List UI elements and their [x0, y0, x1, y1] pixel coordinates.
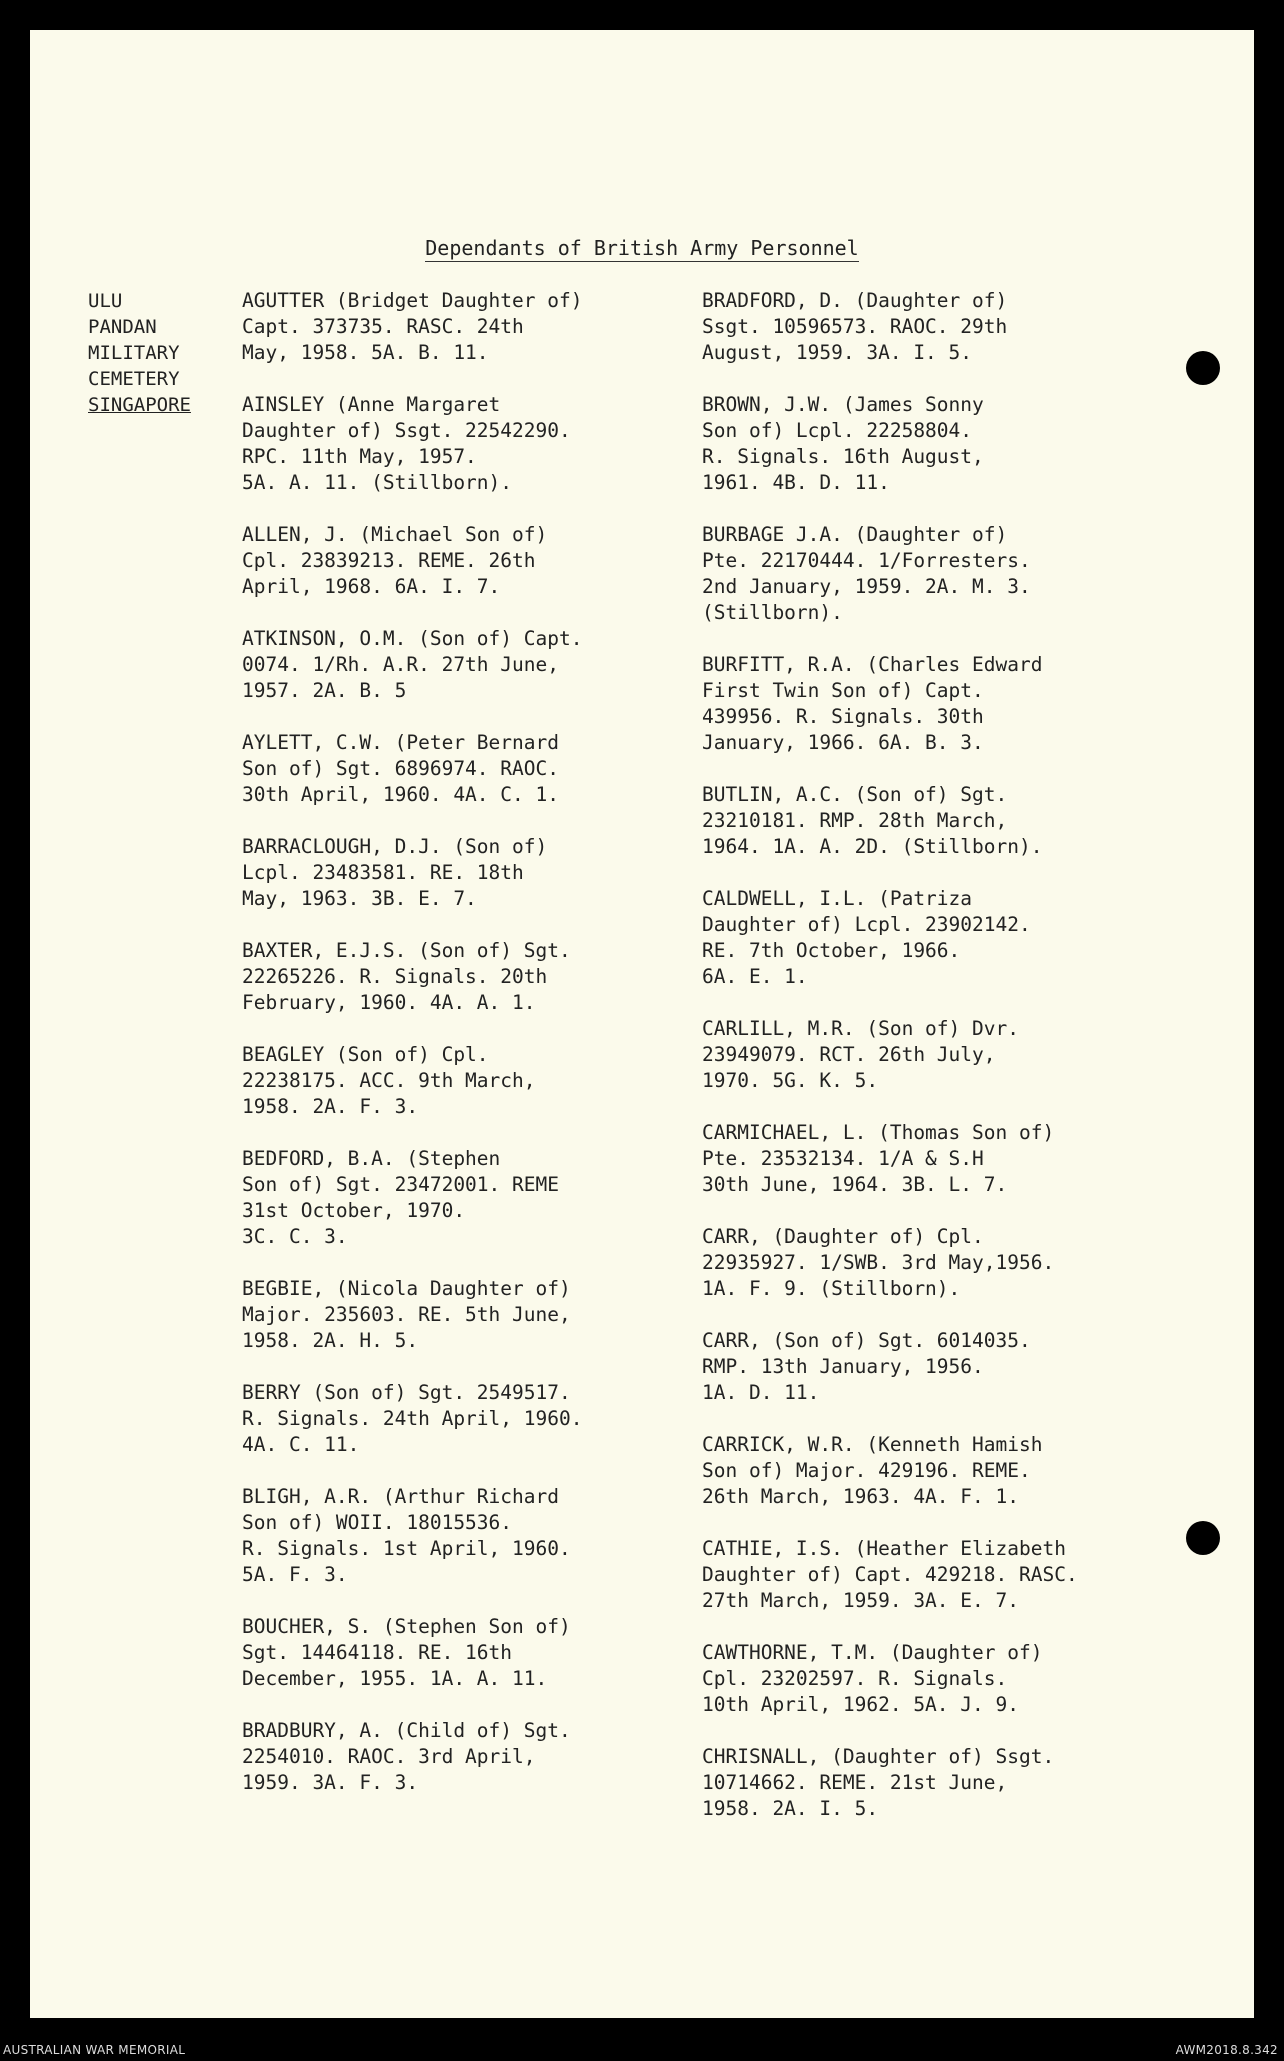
- footer-institution: AUSTRALIAN WAR MEMORIAL: [3, 2043, 186, 2057]
- footer-accession-number: AWM2018.8.342: [1175, 2043, 1278, 2057]
- entry-line: BARRACLOUGH, D.J. (Son of): [242, 835, 548, 858]
- burial-entry: [242, 288, 672, 366]
- entry-line: 2254010. RAOC. 3rd April,: [242, 1745, 536, 1768]
- entry-line: RMP. 13th January, 1956.: [702, 1355, 984, 1378]
- entry-line: BURFITT, R.A. (Charles Edward: [702, 653, 1043, 676]
- entry-line: Pte. 23532134. 1/A & S.H: [702, 1147, 984, 1170]
- entry-line: Cpl. 23202597. R. Signals.: [702, 1667, 1008, 1690]
- entry-line: Pte. 22170444. 1/Forresters.: [702, 549, 1031, 572]
- entry-line: Daughter of) Ssgt. 22542290.: [242, 419, 571, 442]
- entry-line: Son of) Lcpl. 22258804.: [702, 419, 973, 442]
- burial-entry: [702, 1328, 1132, 1406]
- entry-line: ALLEN, J. (Michael Son of): [242, 523, 548, 546]
- entry-line: 22265226. R. Signals. 20th: [242, 965, 548, 988]
- entry-line: 5A. F. 3.: [242, 1563, 348, 1586]
- entry-line: 22238175. ACC. 9th March,: [242, 1069, 536, 1092]
- entry-line: 1A. D. 11.: [702, 1381, 820, 1404]
- entry-line: May, 1958. 5A. B. 11.: [242, 341, 489, 364]
- entry-line: CALDWELL, I.L. (Patriza: [702, 887, 973, 910]
- entry-line: May, 1963. 3B. E. 7.: [242, 887, 477, 910]
- entry-line: 3C. C. 3.: [242, 1225, 348, 1248]
- entry-line: 1964. 1A. A. 2D. (Stillborn).: [702, 835, 1043, 858]
- entry-line: BURBAGE J.A. (Daughter of): [702, 523, 1008, 546]
- entry-line: BERRY (Son of) Sgt. 2549517.: [242, 1381, 571, 1404]
- burial-entry: [702, 1744, 1132, 1822]
- entry-line: BRADFORD, D. (Daughter of): [702, 289, 1008, 312]
- entry-line: 5A. A. 11. (Stillborn).: [242, 471, 513, 494]
- entries-left-column: [242, 288, 672, 1822]
- page-title-text: Dependants of British Army Personnel: [425, 236, 859, 260]
- punch-hole: [1186, 351, 1220, 385]
- entry-line: CARR, (Son of) Sgt. 6014035.: [702, 1329, 1031, 1352]
- entry-line: Sgt. 14464118. RE. 16th: [242, 1641, 513, 1664]
- burial-entry: [242, 730, 672, 808]
- burial-entry: [702, 522, 1132, 626]
- entry-line: 30th June, 1964. 3B. L. 7.: [702, 1173, 1008, 1196]
- entry-line: 0074. 1/Rh. A.R. 27th June,: [242, 653, 559, 676]
- burial-entry: [242, 522, 672, 600]
- entry-line: BROWN, J.W. (James Sonny: [702, 393, 984, 416]
- entry-line: 2nd January, 1959. 2A. M. 3.: [702, 575, 1031, 598]
- entry-line: Daughter of) Capt. 429218. RASC.: [702, 1563, 1078, 1586]
- burial-entry: [702, 1120, 1132, 1198]
- burial-entry: [242, 1484, 672, 1588]
- entry-line: CATHIE, I.S. (Heather Elizabeth: [702, 1537, 1066, 1560]
- entry-line: CARMICHAEL, L. (Thomas Son of): [702, 1121, 1055, 1144]
- entry-line: AYLETT, C.W. (Peter Bernard: [242, 731, 559, 754]
- location-line: PANDAN: [88, 316, 157, 338]
- entry-line: 1958. 2A. H. 5.: [242, 1329, 419, 1352]
- entry-line: BOUCHER, S. (Stephen Son of): [242, 1615, 571, 1638]
- entry-line: BAXTER, E.J.S. (Son of) Sgt.: [242, 939, 571, 962]
- entry-line: BUTLIN, A.C. (Son of) Sgt.: [702, 783, 1008, 806]
- entry-line: 439956. R. Signals. 30th: [702, 705, 984, 728]
- entry-line: Son of) Major. 429196. REME.: [702, 1459, 1031, 1482]
- entry-line: 1961. 4B. D. 11.: [702, 471, 890, 494]
- burial-entry: [242, 1614, 672, 1692]
- burial-entry: [702, 1432, 1132, 1510]
- entry-line: 1A. F. 9. (Stillborn).: [702, 1277, 961, 1300]
- entry-line: BEAGLEY (Son of) Cpl.: [242, 1043, 489, 1066]
- burial-entry: [702, 1016, 1132, 1094]
- entry-line: BEGBIE, (Nicola Daughter of): [242, 1277, 571, 1300]
- burial-entry: [242, 1380, 672, 1458]
- entry-line: BEDFORD, B.A. (Stephen: [242, 1147, 501, 1170]
- entry-line: 1958. 2A. I. 5.: [702, 1797, 879, 1820]
- cemetery-location: [88, 288, 191, 418]
- entry-line: First Twin Son of) Capt.: [702, 679, 984, 702]
- burial-entry: [242, 1042, 672, 1120]
- entry-line: 1959. 3A. F. 3.: [242, 1771, 419, 1794]
- entry-line: 6A. E. 1.: [702, 965, 808, 988]
- burial-entry: [242, 1146, 672, 1250]
- entry-line: CARLILL, M.R. (Son of) Dvr.: [702, 1017, 1019, 1040]
- burial-entry: [242, 392, 672, 496]
- entry-line: 10714662. REME. 21st June,: [702, 1771, 1008, 1794]
- entry-line: Capt. 373735. RASC. 24th: [242, 315, 524, 338]
- location-line: MILITARY: [88, 342, 180, 364]
- entries-right-column: [702, 288, 1132, 1848]
- burial-entry: [702, 782, 1132, 860]
- entry-line: Son of) WOII. 18015536.: [242, 1511, 513, 1534]
- entry-line: 27th March, 1959. 3A. E. 7.: [702, 1589, 1019, 1612]
- entry-line: 23949079. RCT. 26th July,: [702, 1043, 996, 1066]
- burial-entry: [242, 938, 672, 1016]
- entry-line: CHRISNALL, (Daughter of) Ssgt.: [702, 1745, 1055, 1768]
- burial-entry: [242, 1276, 672, 1354]
- entry-line: RPC. 11th May, 1957.: [242, 445, 477, 468]
- entry-line: August, 1959. 3A. I. 5.: [702, 341, 973, 364]
- entry-line: R. Signals. 1st April, 1960.: [242, 1537, 571, 1560]
- burial-entry: [702, 652, 1132, 756]
- entry-line: R. Signals. 24th April, 1960.: [242, 1407, 583, 1430]
- entry-line: CARRICK, W.R. (Kenneth Hamish: [702, 1433, 1043, 1456]
- entry-line: AGUTTER (Bridget Daughter of): [242, 289, 583, 312]
- entry-line: CARR, (Daughter of) Cpl.: [702, 1225, 984, 1248]
- page-title: [30, 236, 1254, 260]
- burial-entry: [702, 392, 1132, 496]
- entry-line: 4A. C. 11.: [242, 1433, 360, 1456]
- entry-line: 26th March, 1963. 4A. F. 1.: [702, 1485, 1019, 1508]
- entry-line: 23210181. RMP. 28th March,: [702, 809, 1008, 832]
- entry-line: Daughter of) Lcpl. 23902142.: [702, 913, 1031, 936]
- entry-line: Major. 235603. RE. 5th June,: [242, 1303, 571, 1326]
- entry-line: December, 1955. 1A. A. 11.: [242, 1667, 548, 1690]
- entry-line: RE. 7th October, 1966.: [702, 939, 961, 962]
- entry-line: ATKINSON, O.M. (Son of) Capt.: [242, 627, 583, 650]
- entry-line: 1957. 2A. B. 5: [242, 679, 407, 702]
- burial-entry: [702, 1224, 1132, 1302]
- burial-entry: [242, 626, 672, 704]
- entry-line: 1970. 5G. K. 5.: [702, 1069, 879, 1092]
- location-line: SINGAPORE: [88, 394, 191, 416]
- burial-entry: [702, 886, 1132, 990]
- entry-line: 10th April, 1962. 5A. J. 9.: [702, 1693, 1019, 1716]
- entry-line: Lcpl. 23483581. RE. 18th: [242, 861, 524, 884]
- entry-line: R. Signals. 16th August,: [702, 445, 984, 468]
- entry-line: January, 1966. 6A. B. 3.: [702, 731, 984, 754]
- entry-line: CAWTHORNE, T.M. (Daughter of): [702, 1641, 1043, 1664]
- entry-line: 1958. 2A. F. 3.: [242, 1095, 419, 1118]
- location-line: ULU: [88, 290, 123, 312]
- entry-line: Ssgt. 10596573. RAOC. 29th: [702, 315, 1008, 338]
- entry-line: 30th April, 1960. 4A. C. 1.: [242, 783, 559, 806]
- burial-entry: [702, 1536, 1132, 1614]
- entry-line: 22935927. 1/SWB. 3rd May,1956.: [702, 1251, 1055, 1274]
- entry-line: BLIGH, A.R. (Arthur Richard: [242, 1485, 559, 1508]
- burial-entry: [702, 1640, 1132, 1718]
- entry-line: 31st October, 1970.: [242, 1199, 466, 1222]
- burial-entry: [242, 834, 672, 912]
- entry-line: Son of) Sgt. 23472001. REME: [242, 1173, 559, 1196]
- entry-line: April, 1968. 6A. I. 7.: [242, 575, 501, 598]
- burial-entry: [242, 1718, 672, 1796]
- entry-line: AINSLEY (Anne Margaret: [242, 393, 501, 416]
- burial-entry: [702, 288, 1132, 366]
- entry-line: Cpl. 23839213. REME. 26th: [242, 549, 536, 572]
- punch-hole: [1186, 1521, 1220, 1555]
- entry-line: Son of) Sgt. 6896974. RAOC.: [242, 757, 559, 780]
- location-line: CEMETERY: [88, 368, 180, 390]
- document-page: [30, 30, 1254, 2018]
- entry-line: BRADBURY, A. (Child of) Sgt.: [242, 1719, 571, 1742]
- entry-line: February, 1960. 4A. A. 1.: [242, 991, 536, 1014]
- entry-line: (Stillborn).: [702, 601, 843, 624]
